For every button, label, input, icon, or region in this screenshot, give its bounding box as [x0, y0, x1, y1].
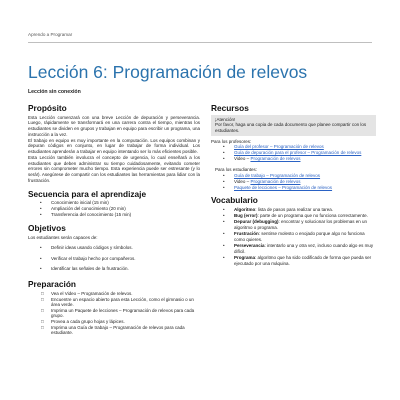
estudiantes-resources	[211, 173, 376, 191]
resource-link[interactable]: Paquete de lecciones – Programación de relevos	[234, 184, 333, 190]
proposito-heading: Propósito	[28, 103, 67, 113]
objetivos-intro: Los estudiantes serán capaces de:	[28, 234, 98, 240]
list-item: • Frustración: sentirse molesto o enojado porque algo no funciona como quieres.	[211, 231, 376, 243]
list-item: • Identificar las señales de la frustración.	[28, 266, 200, 272]
resource-link[interactable]: Programación de relevos	[250, 178, 301, 184]
list-item: • Perseverancia: intentarlo una y otra vez, incluso cuando algo es muy difícil.	[211, 243, 376, 255]
resource-link[interactable]: Guía de trabajo – Programación de relevos	[234, 172, 321, 178]
list-item: □ Imprima un Paquete de lecciones – Programación de relevos para cada grupo.	[41, 307, 195, 319]
list-item: • Algoritmo: lista de pasos para realizar una tarea.	[211, 207, 376, 213]
estudiantes-label: Para los estudiantes:	[215, 166, 258, 172]
resource-link[interactable]: Guía del profesor – Programación de relevos	[234, 144, 324, 150]
profesor-label: Para los profesores:	[211, 138, 252, 144]
proposito-paragraph-3: Esta Lección también involucra el concepto de urgencia, lo cual enseñará a los estudiantes que deben administrar su tiempo cuidadosamente, evitando cometer errores sin comprometer mucho tiempo. Esta experiencia puede ser estresante (y lo será!). Asegúrese de compartir con los estudiantes las herramientas para lidiar con la frustración.	[28, 154, 200, 183]
vocabulario-heading: Vocabulario	[211, 195, 258, 206]
proposito-paragraph-2: El trabajo en equipo es muy importante en la computación. Los equipos combinan y depuran códigos en conjunto, en lugar de trabajar de forma individual. Los estudiantes aprenderán a trabajar en equipo intentando ser lo más eficientes posible.	[28, 137, 200, 155]
proposito-paragraph-1: Esta Lección comenzará con una breve Lección de depuración y perseverancia. Luego, rápidamente se transformará en una carrera contra el tiempo, mientras los estudiantes se dividen en grupos y trabajan en equipo para escribir un programa, una instrucción a la vez.	[28, 114, 200, 137]
resource-link[interactable]: Programación de relevos	[250, 156, 301, 162]
preparacion-heading: Preparación	[28, 279, 76, 290]
secuencia-list	[28, 200, 200, 218]
header-divider	[28, 42, 372, 43]
list-item: • Video – Programación de relevos	[211, 156, 376, 162]
resource-link[interactable]: Guía de depuración para el profesor – Programación de relevos	[234, 150, 362, 156]
profesor-resources	[211, 144, 376, 162]
attention-notice	[211, 115, 376, 136]
preparacion-list	[28, 291, 200, 336]
notice-text: Por favor, haga una copia de cada documento que planee compartir con los estudiantes.	[215, 122, 367, 133]
list-item: • Transferencia del conocimiento (15 min)	[28, 212, 200, 218]
objetivos-heading: Objetivos	[28, 223, 66, 234]
list-item: • Bug (error): parte de un programa que no funciona correctamente.	[211, 213, 376, 219]
vocabulario-list	[211, 207, 376, 267]
list-item: □ Vea el Video – Programación de relevos.	[41, 291, 133, 297]
recursos-heading: Recursos	[211, 103, 249, 113]
list-item: • Video – Programación de relevos	[211, 179, 376, 185]
list-item: □ Imprima una Guía de trabajo – Programación de relevos para cada estudiante.	[41, 324, 185, 336]
notice-title: ¡Atención!	[215, 116, 236, 122]
list-item: • Programa: algoritmo que ha sido codificado de forma que pueda ser ejecutado por una máquina.	[211, 255, 376, 267]
right-column	[211, 104, 376, 267]
objetivos-list	[28, 245, 200, 273]
course-header: Aprendo a Programar	[28, 32, 73, 37]
list-item: □ Encuentre un espacio abierto para esta Lección, como el gimnasio o un área verde.	[41, 296, 194, 308]
list-item: • Depurar (debugging): encontrar y solucionar los problemas en un algoritmo o programa.	[211, 219, 376, 231]
list-item: • Ampliación del conocimiento (20 min)	[28, 206, 200, 212]
lesson-subtitle: Lección sin conexión	[28, 89, 81, 95]
list-item: • Conocimiento inicial (15 min)	[28, 200, 200, 206]
left-column	[28, 104, 200, 336]
list-item	[211, 185, 376, 191]
list-item: • Verificar el trabajo hecho por compañeros.	[28, 256, 200, 262]
secuencia-heading: Secuencia para el aprendizaje	[28, 188, 147, 199]
list-item: □ Provea a cada grupo hojas y lápices.	[41, 319, 125, 325]
lesson-title: Lección 6: Programación de relevos	[28, 62, 308, 82]
list-item: • Definir ideas usando códigos y símbolos.	[28, 245, 200, 251]
